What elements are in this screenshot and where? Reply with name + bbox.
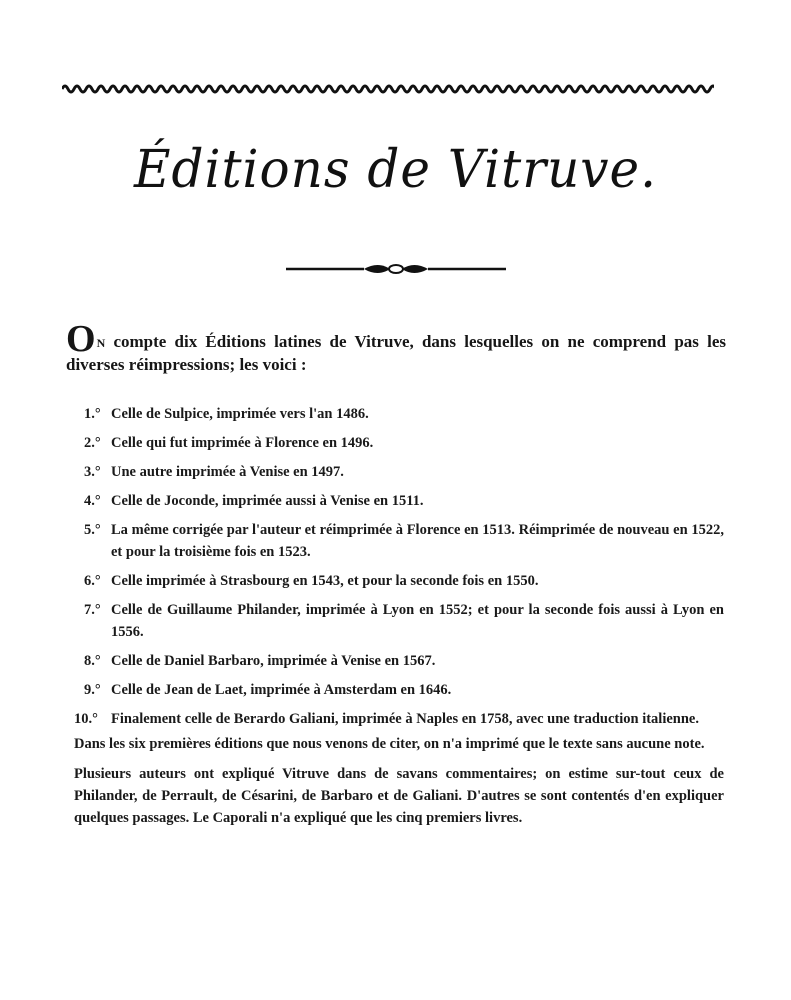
list-item-text: La même corrigée par l'auteur et réimprimée à Florence en 1513. Réimprimée de nouveau en 1522, et pour la troisième fois en 1523. bbox=[111, 522, 724, 560]
list-item-number: 3.° bbox=[84, 464, 101, 480]
list-item-number: 8.° bbox=[84, 653, 101, 669]
list-item-text: Celle de Sulpice, imprimée vers l'an 1486. bbox=[111, 406, 369, 422]
drop-cap: O bbox=[66, 318, 96, 360]
list-item-text: Celle imprimée à Strasbourg en 1543, et pour la seconde fois en 1550. bbox=[111, 573, 539, 589]
list-item-text: Finalement celle de Berardo Galiani, imprimée à Naples en 1758, avec une traduction italienne. bbox=[111, 711, 699, 727]
title-underline-ornament bbox=[286, 260, 506, 278]
intro-smallcap: n bbox=[96, 332, 106, 351]
list-item-number: 1.° bbox=[84, 406, 101, 422]
list-item-text: Celle de Guillaume Philander, imprimée à Lyon en 1552; et pour la seconde fois aussi à Lyon en 1556. bbox=[111, 602, 724, 640]
list-item-number: 6.° bbox=[84, 573, 101, 589]
editions-list bbox=[74, 403, 724, 737]
list-item bbox=[84, 570, 724, 592]
list-item-number: 9.° bbox=[84, 682, 101, 698]
list-item-text: Une autre imprimée à Venise en 1497. bbox=[111, 464, 344, 480]
list-item-text: Celle de Joconde, imprimée aussi à Venise en 1511. bbox=[111, 493, 424, 509]
paragraph-first-editions: Dans les six premières éditions que nous venons de citer, on n'a imprimé que le texte sans aucune note. bbox=[74, 736, 705, 752]
list-item-text: Celle de Jean de Laet, imprimée à Amsterdam en 1646. bbox=[111, 682, 452, 698]
list-item-number: 10.° bbox=[74, 711, 98, 727]
list-item-text: Celle qui fut imprimée à Florence en 1496. bbox=[111, 435, 374, 451]
paragraph-commentators: Plusieurs auteurs ont expliqué Vitruve dans de savans commentaires; on estime sur-tout ceux de Philander, de Perrault, de Césarini, de Barbaro et de Galiani. D'autres se sont contentés d'en expliquer quelques passages. Le Caporali n'a expliqué que les cinq premiers livres. bbox=[74, 766, 724, 826]
list-item-number: 2.° bbox=[84, 435, 101, 451]
wavy-rule-ornament bbox=[62, 80, 714, 98]
list-item bbox=[84, 461, 724, 483]
list-item-text: Celle de Daniel Barbaro, imprimée à Venise en 1567. bbox=[111, 653, 436, 669]
list-item bbox=[84, 432, 724, 454]
list-item bbox=[84, 650, 724, 672]
list-item bbox=[84, 519, 724, 563]
list-item-number: 7.° bbox=[84, 602, 101, 618]
list-item bbox=[74, 708, 724, 730]
list-item bbox=[84, 679, 724, 701]
intro-text: compte dix Éditions latines de Vitruve, dans lesquelles on ne comprend pas les diverses réimpressions; les voici : bbox=[66, 332, 726, 374]
page-title: Éditions de Vitruve. bbox=[133, 138, 658, 200]
list-item bbox=[84, 599, 724, 643]
list-item-number: 5.° bbox=[84, 522, 101, 538]
intro-paragraph bbox=[66, 318, 726, 376]
list-item-number: 4.° bbox=[84, 493, 101, 509]
list-item bbox=[84, 403, 724, 425]
list-item bbox=[84, 490, 724, 512]
